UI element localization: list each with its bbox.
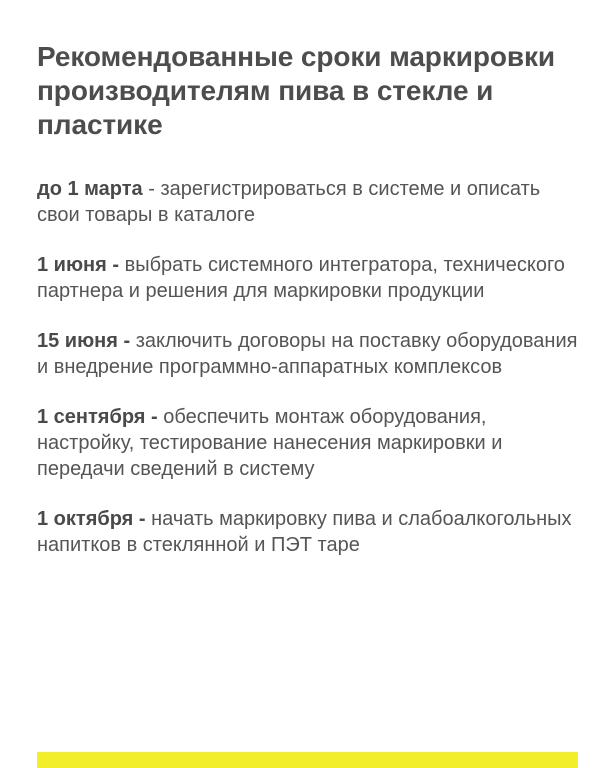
deadline-date: до 1 марта: [37, 178, 143, 200]
deadline-text: начать маркировку пива и слабоалкогольных напитков в стеклянной и ПЭТ таре: [37, 508, 572, 556]
deadline-item-september-1: [37, 404, 582, 482]
deadline-date: 1 октября -: [37, 508, 146, 530]
deadline-text: обеспечить монтаж оборудования, настройку, тестирование нанесения маркировки и передачи сведений в систему: [37, 406, 503, 480]
deadline-text: - зарегистрироваться в системе и описать свои товары в каталоге: [37, 178, 541, 226]
deadline-item-june-1: [37, 252, 582, 304]
accent-bar: [37, 752, 578, 768]
deadline-text: выбрать системного интегратора, технического партнера и решения для маркировки продукции: [37, 254, 565, 302]
document-content: [37, 40, 582, 582]
deadline-date: 15 июня -: [37, 330, 131, 352]
deadline-item-june-15: [37, 328, 582, 380]
deadline-text: заключить договоры на поставку оборудования и внедрение программно-аппаратных комплексов: [37, 330, 578, 378]
deadline-date: 1 июня -: [37, 254, 120, 276]
deadline-date: 1 сентября -: [37, 406, 158, 428]
deadline-item-october-1: [37, 506, 582, 558]
page-title: Рекомендованные сроки маркировки производителям пива в стекле и пластике: [37, 41, 555, 140]
deadline-item-march-1: [37, 176, 582, 228]
deadline-list: [37, 176, 582, 558]
